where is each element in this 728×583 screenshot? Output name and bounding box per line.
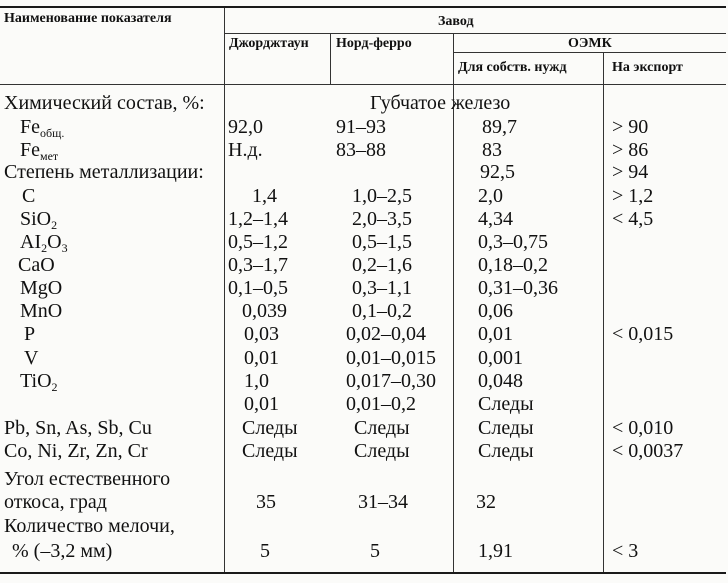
row-label-text: Co, Ni, Zr, Zn, Cr xyxy=(4,440,148,462)
row-value-v3: 0,18–0,2 xyxy=(478,254,548,276)
angle-label-1: Угол естественного xyxy=(4,468,171,490)
row-label xyxy=(22,185,35,207)
row-value-v2: 0,3–1,1 xyxy=(352,277,412,299)
row-value-v1: Следы xyxy=(242,417,298,439)
row-label-subscript: 2 xyxy=(41,241,48,255)
table-bottom-rule xyxy=(0,572,726,574)
row-label xyxy=(20,231,68,253)
row-value-v3: 4,34 xyxy=(478,208,513,230)
row-label xyxy=(20,370,58,392)
row-label-text: MnO xyxy=(20,300,63,322)
row-value-v2: Следы xyxy=(354,417,410,439)
plant-group-rule xyxy=(224,33,726,34)
oemk-rule xyxy=(453,52,726,53)
row-value-v3: 0,06 xyxy=(478,300,513,322)
row-label xyxy=(18,254,55,276)
row-label xyxy=(24,347,38,369)
row-value-v1: 0,03 xyxy=(244,323,279,345)
fines-v1: 5 xyxy=(260,540,270,562)
row-value-v4: > 1,2 xyxy=(612,185,654,207)
row-value-v3: Следы xyxy=(478,440,534,462)
header-name-col: Наименование показателя xyxy=(4,11,172,26)
row-value-v3: 92,5 xyxy=(480,161,515,183)
row-value-v2: 0,01–0,015 xyxy=(346,347,436,369)
section-metallization: Степень металлизации: xyxy=(4,161,204,183)
header-plant-2: Норд-ферро xyxy=(336,36,412,51)
row-value-v1: 0,5–1,2 xyxy=(228,231,288,253)
header-own-needs: Для собств. нужд xyxy=(458,60,567,75)
row-value-v3: 0,01 xyxy=(478,323,513,345)
row-value-v1: 0,1–0,5 xyxy=(228,277,288,299)
row-value-v4: < 0,010 xyxy=(612,417,674,439)
row-value-v2: 0,1–0,2 xyxy=(352,300,412,322)
row-label-text: SiO xyxy=(20,208,52,230)
row-value-v4: > 94 xyxy=(612,161,649,183)
row-label-text: V xyxy=(24,347,39,369)
row-label-text: TiO xyxy=(20,370,52,392)
row-value-v2: 1,0–2,5 xyxy=(352,185,412,207)
row-value-v2: 2,0–3,5 xyxy=(352,208,412,230)
row-value-v2: 0,02–0,04 xyxy=(346,323,426,345)
row-label-subscript: 2 xyxy=(51,380,58,394)
row-label xyxy=(24,323,35,345)
row-label xyxy=(4,417,152,439)
row-value-v3: Следы xyxy=(478,393,534,415)
col-divider-1 xyxy=(224,8,225,572)
row-value-v1: 1,0 xyxy=(244,370,269,392)
row-value-v1: 92,0 xyxy=(228,116,263,138)
angle-v3: 32 xyxy=(476,491,496,513)
row-value-v3: 0,001 xyxy=(478,347,523,369)
row-label xyxy=(20,208,57,230)
row-value-v1: 1,4 xyxy=(252,185,277,207)
row-label xyxy=(20,277,62,299)
row-value-v1: Следы xyxy=(242,440,298,462)
row-value-v2: 0,2–1,6 xyxy=(352,254,412,276)
row-value-v2: Следы xyxy=(354,440,410,462)
angle-v1: 35 xyxy=(256,491,276,513)
section-chem: Химический состав, %: xyxy=(4,92,205,114)
row-value-v3: 83 xyxy=(482,139,502,161)
row-label-subscript: мет xyxy=(40,149,59,163)
table-top-rule xyxy=(0,6,726,8)
row-label xyxy=(20,300,62,322)
col-divider-3 xyxy=(453,34,454,572)
row-value-v4: > 90 xyxy=(612,116,649,138)
row-value-v2: 83–88 xyxy=(336,139,386,161)
row-label xyxy=(20,116,64,138)
header-plant-group: Завод xyxy=(438,14,474,29)
row-value-v4: < 0,0037 xyxy=(612,440,684,462)
row-value-v4: < 4,5 xyxy=(612,208,654,230)
header-plant-3: ОЭМК xyxy=(568,36,612,51)
row-value-v1: 1,2–1,4 xyxy=(228,208,288,230)
fines-label-1: Количество мелочи, xyxy=(4,515,175,537)
row-label-text: Pb, Sn, As, Sb, Cu xyxy=(4,417,152,439)
fines-label-2: % (–3,2 мм) xyxy=(12,540,113,562)
row-label-text: CaO xyxy=(18,254,55,276)
row-label xyxy=(4,440,148,462)
section-sponge-iron: Губчатое железо xyxy=(370,92,511,114)
row-value-v2: 0,5–1,5 xyxy=(352,231,412,253)
row-label-text: MgO xyxy=(20,277,63,299)
row-label-text: Fe xyxy=(20,116,40,138)
row-label-text: O xyxy=(47,231,62,253)
col-divider-4 xyxy=(603,53,604,572)
row-label-subscript: 3 xyxy=(61,241,68,255)
row-value-v1: 0,039 xyxy=(242,300,287,322)
row-value-v2: 0,01–0,2 xyxy=(346,393,416,415)
row-value-v4: > 86 xyxy=(612,139,649,161)
row-value-v2: 91–93 xyxy=(336,116,386,138)
row-label-subscript: общ. xyxy=(40,126,65,140)
row-label-subscript: 2 xyxy=(51,218,58,232)
row-label-text: Fe xyxy=(20,139,40,161)
row-value-v3: 0,048 xyxy=(478,370,523,392)
row-label-text: AI xyxy=(20,231,42,253)
fines-v3: 1,91 xyxy=(478,540,513,562)
angle-v2: 31–34 xyxy=(358,491,408,513)
row-value-v3: Следы xyxy=(478,417,534,439)
row-value-v1: Н.д. xyxy=(228,139,263,161)
fines-v4: < 3 xyxy=(612,540,639,562)
row-value-v1: 0,01 xyxy=(244,393,279,415)
col-divider-2 xyxy=(330,34,331,84)
row-value-v3: 89,7 xyxy=(482,116,517,138)
header-plant-1: Джорджтаун xyxy=(229,36,309,51)
row-label xyxy=(20,139,58,161)
row-label-text: C xyxy=(22,185,36,207)
header-export: На экспорт xyxy=(612,60,683,75)
row-value-v3: 2,0 xyxy=(478,185,503,207)
row-value-v1: 0,01 xyxy=(244,347,279,369)
row-value-v3: 0,3–0,75 xyxy=(478,231,548,253)
row-value-v3: 0,31–0,36 xyxy=(478,277,558,299)
angle-label-2: откоса, град xyxy=(4,491,107,513)
fines-v2: 5 xyxy=(370,540,380,562)
header-bottom-rule xyxy=(0,84,726,85)
row-value-v1: 0,3–1,7 xyxy=(228,254,288,276)
row-label-text: P xyxy=(24,323,36,345)
row-value-v2: 0,017–0,30 xyxy=(346,370,436,392)
row-value-v4: < 0,015 xyxy=(612,323,674,345)
